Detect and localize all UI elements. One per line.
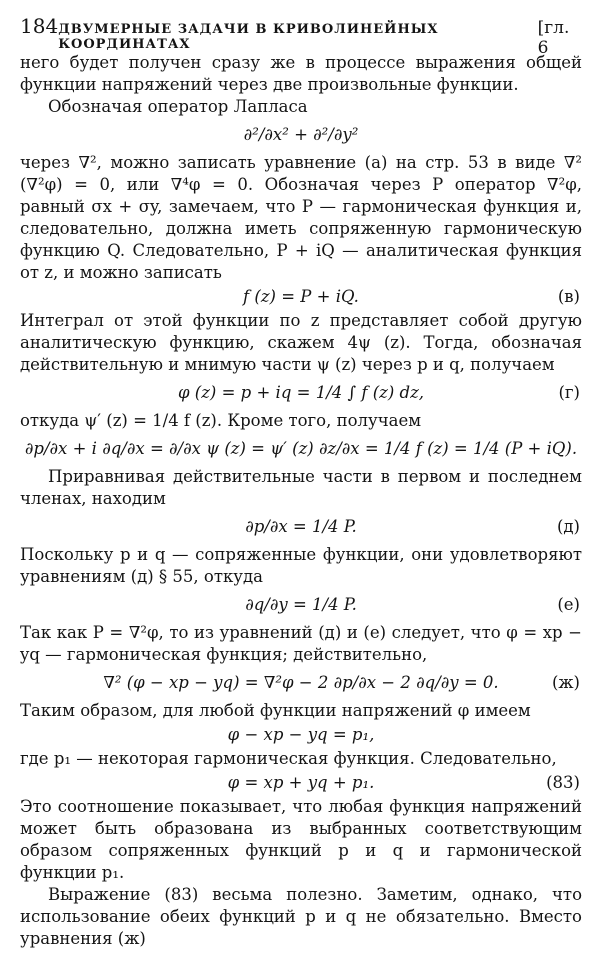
equation-v-tag: (в) [557, 287, 580, 306]
paragraph-5: откуда ψ′ (z) = 1/4 f (z). Кроме того, получаем [20, 411, 422, 430]
paragraph-7: Поскольку p и q — сопряженные функции, они удовлетворяют уравнениям (д) § 55, откуда [20, 545, 582, 586]
equation-83 [20, 772, 582, 794]
equation-g-text: φ (z) = p + iq = 1/4 ∫ f (z) dz, [177, 383, 425, 402]
page-number: 184 [20, 14, 59, 38]
equation-zh [20, 668, 582, 698]
equation-laplace [20, 120, 582, 150]
paragraph-12: Выражение (83) весьма полезно. Заметим, однако, что использование обеих функций p и q не обязательно. Вместо уравнения (ж) [20, 885, 582, 948]
paragraph-11: Это соотношение показывает, что любая функция напряжений может быть образована из выбранных соответствующим образом сопряженных функций p и q и гармонической функции p₁. [20, 797, 582, 882]
equation-e-tag: (е) [557, 595, 580, 614]
equation-p1 [20, 724, 582, 746]
equation-e-text: ∂q/∂y = 1/4 P. [245, 595, 357, 614]
equation-g-tag: (г) [558, 383, 580, 402]
equation-e [20, 590, 582, 620]
paragraph-4: Интеграл от этой функции по z представляет собой другую аналитическую функцию, скажем 4ψ (z). Тогда, обозначая действительную и мнимую части ψ (z) через p и q, получаем [20, 311, 582, 374]
equation-zh-tag: (ж) [551, 673, 580, 692]
equation-chain-text: ∂p/∂x + i ∂q/∂x = ∂/∂x ψ (z) = ψ′ (z) ∂z/∂x = 1/4 f (z) = 1/4 (P + iQ). [24, 439, 578, 458]
running-title: ДВУМЕРНЫЕ ЗАДАЧИ В КРИВОЛИНЕЙНЫХ КООРДИНАТАХ [58, 22, 439, 52]
page-header [20, 14, 582, 58]
equation-v [20, 286, 582, 308]
equation-v-text: f (z) = P + iQ. [243, 287, 359, 306]
paragraph-2: Обозначая оператор Лапласа [48, 97, 308, 116]
paragraph-3: через ∇², можно записать уравнение (a) на стр. 53 в виде ∇² (∇²φ) = 0, или ∇⁴φ = 0. Обозначая через P оператор ∇²φ, равный σx + σy, замечаем, что P — гармоническая функция и, следовательно, должна иметь сопряженную гармоническую функцию Q. Следовательно, P + iQ — аналитическая функция от z, и можно записать [20, 153, 582, 282]
paragraph-8: Так как P = ∇²φ, то из уравнений (д) и (е) следует, что φ = xp − yq — гармоническая функция; действительно, [20, 623, 582, 664]
paragraph-1: него будет получен сразу же в процессе выражения общей функции напряжений через две произвольные функции. [20, 53, 582, 94]
equation-83-text: φ = xp + yq + p₁. [227, 773, 375, 792]
equation-d [20, 512, 582, 542]
equation-83-tag: (83) [546, 773, 580, 792]
equation-d-text: ∂p/∂x = 1/4 P. [245, 517, 357, 536]
equation-chain [20, 434, 582, 464]
equation-zh-text: ∇² (φ − xp − yq) = ∇²φ − 2 ∂p/∂x − 2 ∂q/∂y = 0. [103, 673, 499, 692]
chapter-label: [гл. 6 [537, 18, 570, 58]
paragraph-6: Приравнивая действительные части в первом и последнем членах, находим [20, 467, 582, 508]
equation-p1-text: φ − xp − yq = p₁, [227, 725, 375, 744]
paragraph-9: Таким образом, для любой функции напряжений φ имеем [20, 701, 531, 720]
equation-d-tag: (д) [556, 517, 580, 536]
equation-g [20, 378, 582, 408]
equation-laplace-text: ∂²/∂x² + ∂²/∂y² [243, 125, 359, 144]
page-body [20, 52, 582, 950]
paragraph-10: где p₁ — некоторая гармоническая функция. Следовательно, [20, 749, 557, 768]
